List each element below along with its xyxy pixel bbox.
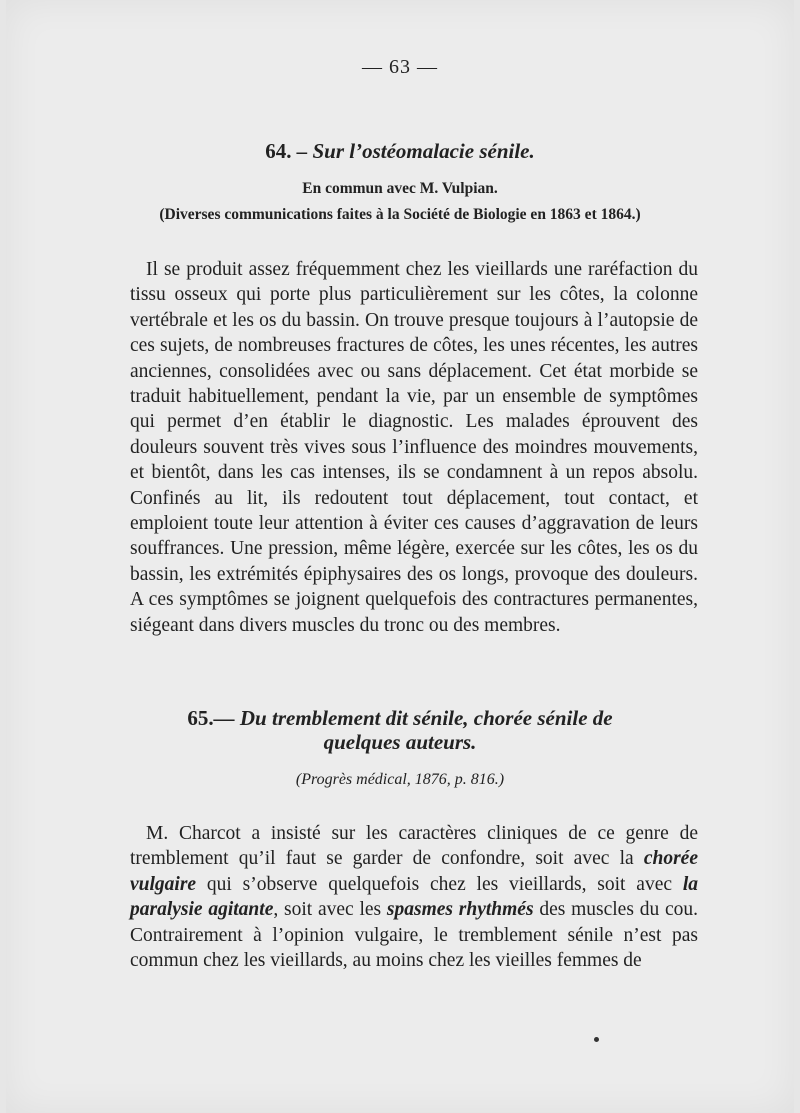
section-65-emphasis-2: la paralysie agitante [130, 873, 698, 921]
section-64-body [130, 257, 698, 638]
section-65-emphasis-1: chorée vulgaire [130, 848, 698, 895]
section-65-text-2: qui s’observe quelquefois chez les vieillards, soit avec [196, 873, 683, 895]
section-65-paragraph [130, 821, 698, 973]
section-65-text-1: M. Charcot a insisté sur les caractères cliniques de ce genre de tremblement qu’il faut se garder de confondre, soit avec la [130, 823, 698, 870]
section-64-subtitle: En commun avec M. Vulpian. [302, 180, 498, 197]
section-65-emphasis-3: spasmes rhythmés [386, 899, 534, 921]
section-65-text-3: , soit avec les [273, 899, 387, 921]
section-65-title: Du tremblement dit sénile, chorée sénile de quelques auteurs. [239, 706, 613, 754]
section-64-heading [0, 139, 800, 227]
section-64-number: 64. [265, 139, 292, 163]
section-64-dash: – [296, 139, 308, 163]
section-64-paragraph: Il se produit assez fréquemment chez les vieillards une raréfaction du tissu osseux qui porte plus particulièrement sur les côtes, la colonne vertébrale et les os du bassin. On trouve presque toujours à l’autopsie de ces sujets, de nombreuses fractures de côtes, les unes récentes, les autres anciennes, consolidées avec ou sans déplacement. Cet état morbide se traduit habituellement, pendant la vie, par un ensemble de symptômes qui permet d’en établir le diagnostic. Les malades éprouvent des douleurs souvent très vives sous l’influence des moindres mouvements, et bientôt, dans les cas intenses, ils se condamnent à un repos absolu. Confinés au lit, ils redoutent tout déplacement, tout contact, et emploient toute leur attention à éviter ces causes d’aggravation de leurs souffrances. Une pression, même légère, exercée sur les côtes, les os du bassin, les extrémités épiphysaires des os longs, provoque des douleurs. A ces symptômes se joignent quelquefois des contractures permanentes, siégeant dans divers muscles du tronc ou des membres. [130, 259, 698, 636]
section-65-dash: — [213, 706, 235, 730]
section-65-text-4: des muscles du cou. Contrairement à l’opinion vulgaire, le tremblement sénile n’est pas commun chez les vieillards, au moins chez les vieilles femmes de [130, 899, 698, 972]
section-65-body [130, 821, 698, 973]
section-64-title: Sur l’ostéomalacie sénile. [312, 139, 535, 163]
section-64-title-line [0, 139, 800, 163]
section-65-source: (Progrès médical, 1876, p. 816.) [295, 771, 505, 788]
ink-dot [594, 1037, 599, 1042]
section-65-heading [0, 706, 800, 792]
section-65-number: 65. [187, 706, 214, 730]
section-65-title-line [150, 706, 650, 754]
page-number: — 63 — [362, 56, 438, 78]
section-64-source: (Diverses communications faites à la Société de Biologie en 1863 et 1864.) [159, 206, 641, 223]
